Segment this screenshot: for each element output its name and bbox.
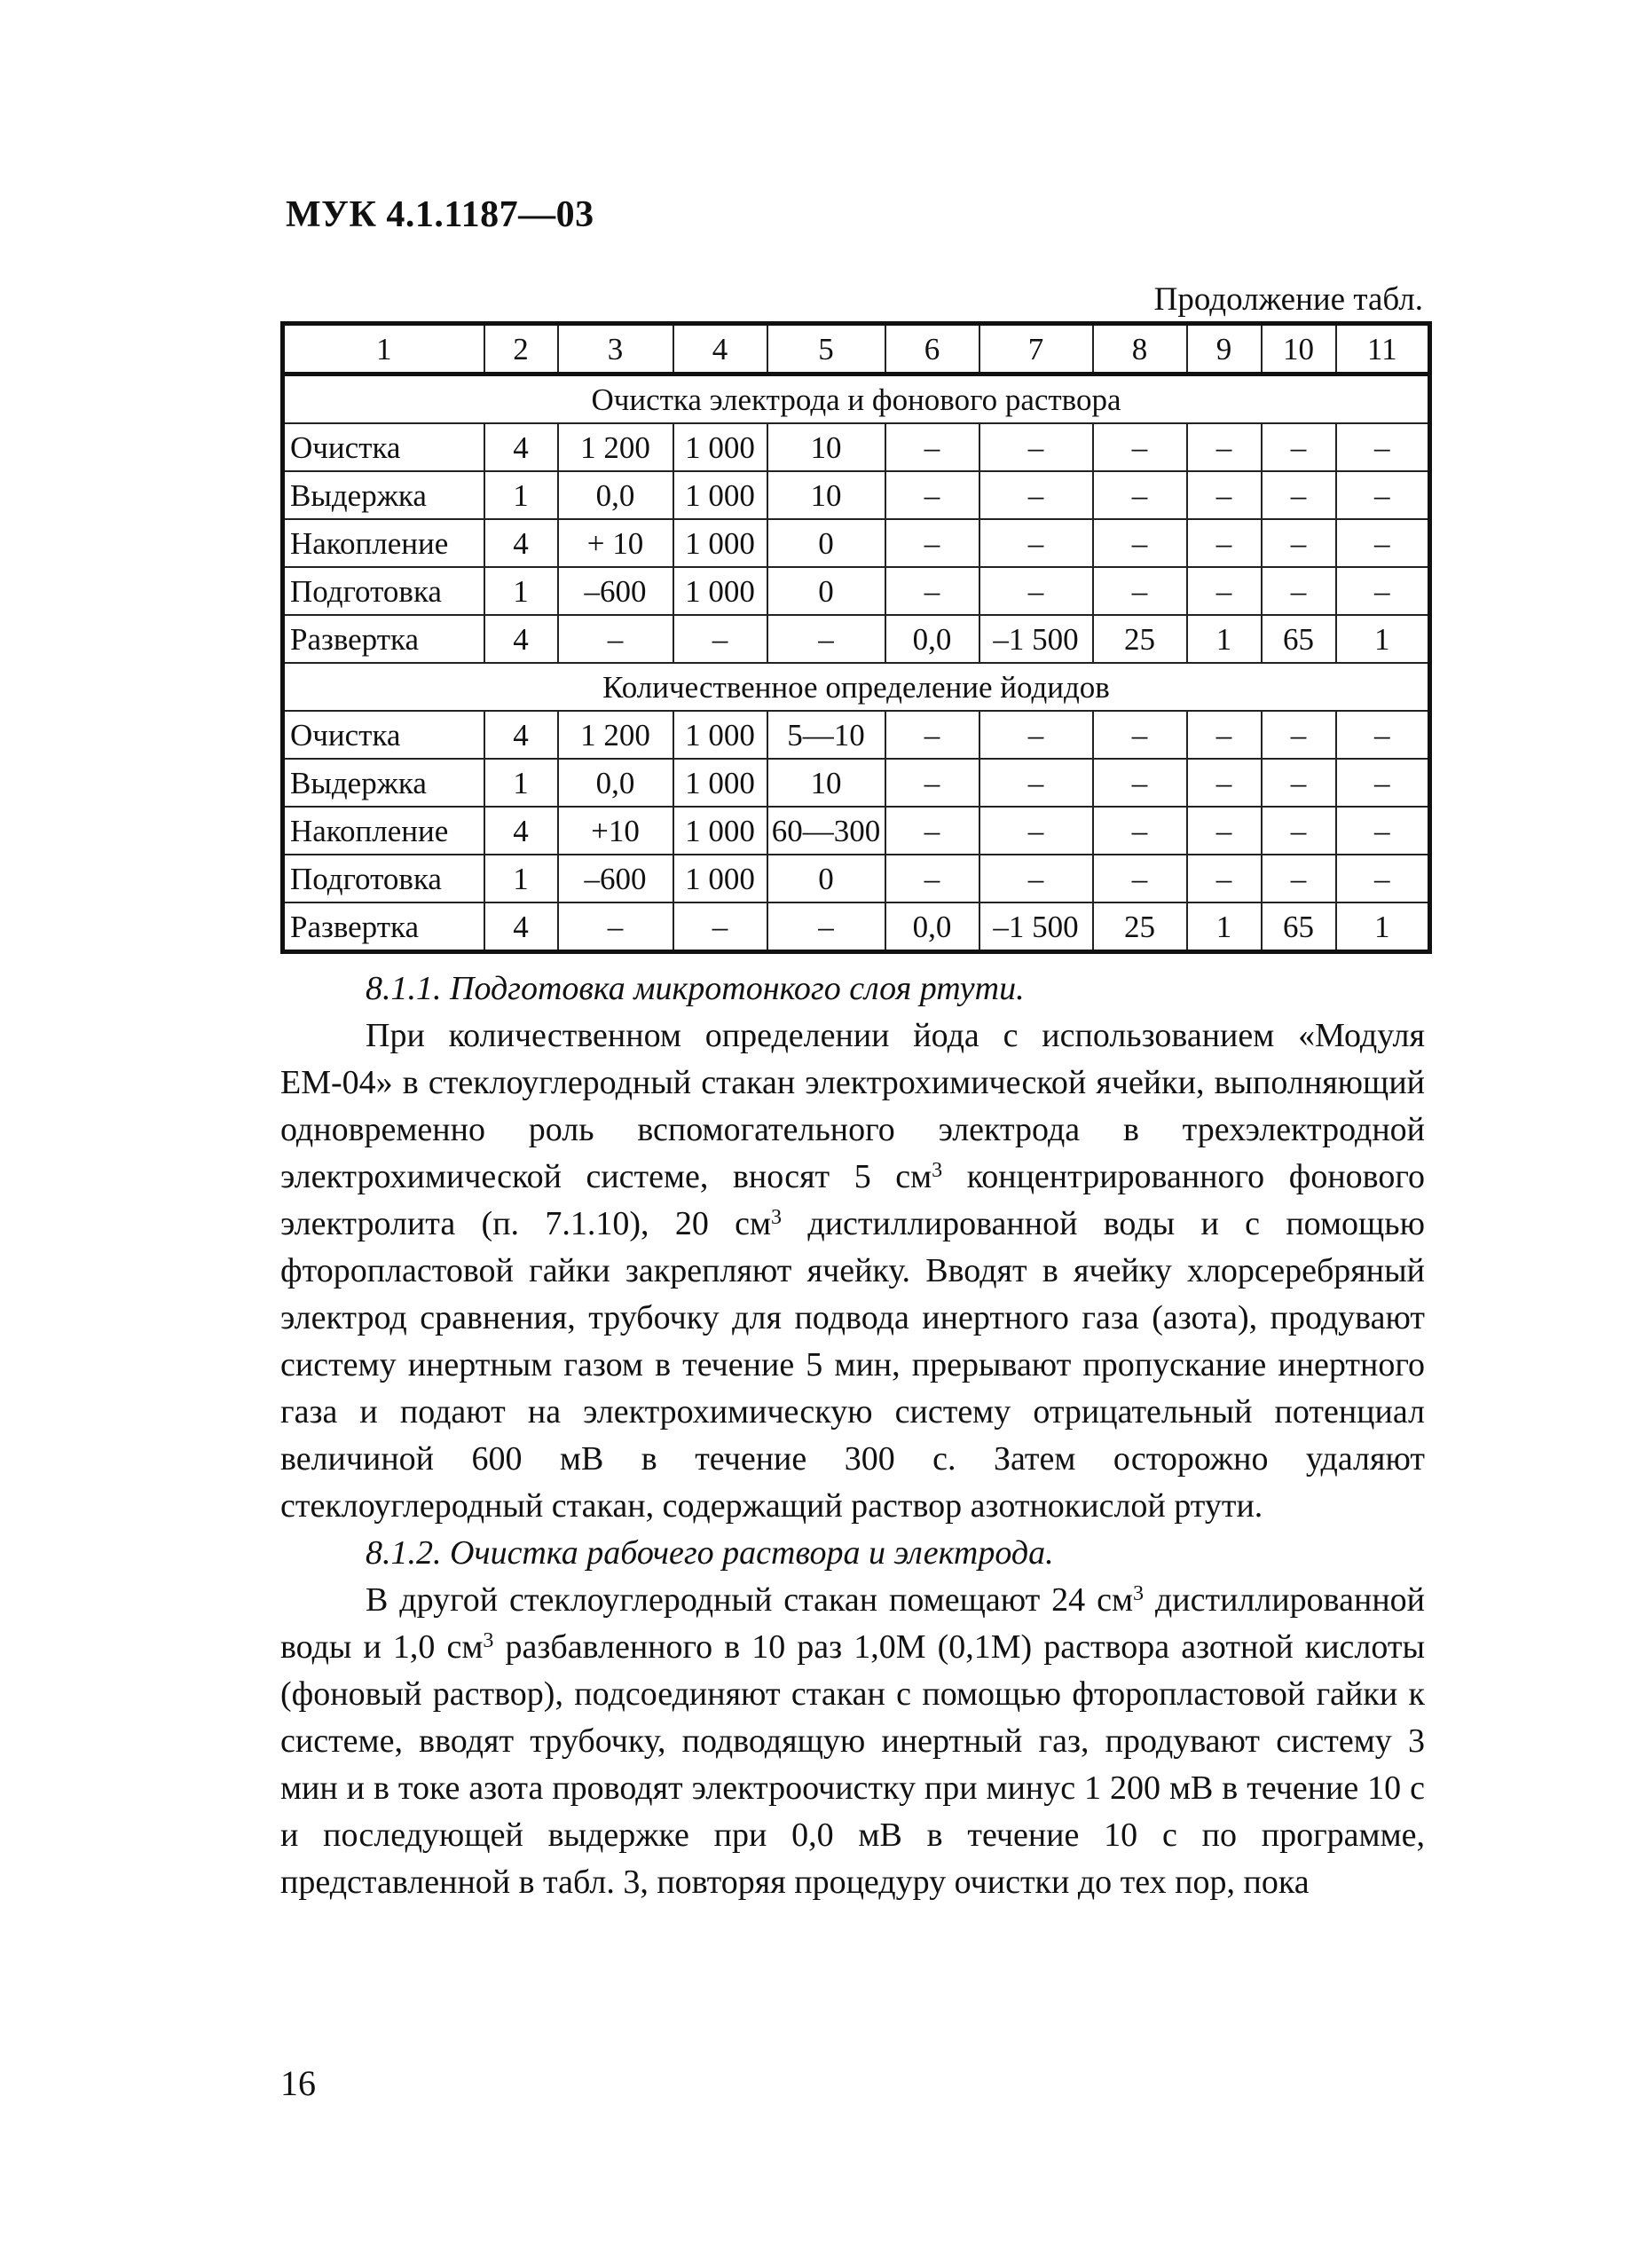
- table-cell: 0,0: [885, 615, 979, 663]
- table-cell: –: [885, 567, 979, 615]
- table-row: [283, 807, 1430, 855]
- table-cell: 1: [1187, 615, 1262, 663]
- row-name-cell: Выдержка: [283, 471, 484, 519]
- table-cell: 0,0: [558, 759, 673, 807]
- table-cell: –: [1093, 567, 1187, 615]
- table-cell: –: [885, 759, 979, 807]
- table-cell: –: [1093, 423, 1187, 471]
- table-cell: –: [979, 567, 1093, 615]
- paragraph-part: При количественном определении йода с использованием «Модуля ЕМ-04» в стеклоуглеродный стакан электрохимической ячейки, выполняющий одновременно роль вспомогательного электрода в трехэлектродной электрохимической системе, вносят 5 см: [280, 1017, 1425, 1195]
- table-cell: –: [1262, 567, 1336, 615]
- table-cell: 1: [484, 567, 558, 615]
- table-row: [283, 423, 1430, 471]
- table-cell: –: [1262, 759, 1336, 807]
- table-cell: 0: [767, 567, 885, 615]
- table-cell: –: [1187, 423, 1262, 471]
- table-cell: 65: [1262, 902, 1336, 952]
- table-cell: –: [1336, 711, 1430, 759]
- table-row: [283, 471, 1430, 519]
- section-row: [283, 663, 1430, 711]
- section-heading-8-1-1: 8.1.1. Подготовка микротонкого слоя ртути.: [366, 970, 1025, 1007]
- table-cell: 10: [767, 423, 885, 471]
- table-cell: –: [1262, 711, 1336, 759]
- table-row: [283, 711, 1430, 759]
- table-cell: –: [767, 902, 885, 952]
- table-cell: –: [1262, 855, 1336, 902]
- table-cell: –: [1093, 519, 1187, 567]
- table-cell: –: [885, 519, 979, 567]
- table-row: [283, 519, 1430, 567]
- table-cell: 1: [484, 855, 558, 902]
- row-name-cell: Подготовка: [283, 567, 484, 615]
- table-cell: + 10: [558, 519, 673, 567]
- table-cell: 1 200: [558, 711, 673, 759]
- table-cell: 1 000: [673, 759, 767, 807]
- table-cell: –: [885, 807, 979, 855]
- table-cell: 1: [484, 759, 558, 807]
- table-cell: –: [885, 711, 979, 759]
- table-cell: –: [1187, 807, 1262, 855]
- row-name-cell: Накопление: [283, 519, 484, 567]
- superscript: 3: [932, 1159, 943, 1182]
- table-cell: 4: [484, 423, 558, 471]
- table-cell: –: [885, 471, 979, 519]
- table-cell: –: [558, 902, 673, 952]
- table-cell: –: [979, 807, 1093, 855]
- table-cell: –: [979, 423, 1093, 471]
- table-cell: 1 000: [673, 471, 767, 519]
- table-cell: 1: [1336, 902, 1430, 952]
- row-name-cell: Выдержка: [283, 759, 484, 807]
- table-cell: 1: [484, 471, 558, 519]
- table-cell: –: [1187, 711, 1262, 759]
- paragraph-8-1-1: [280, 1013, 1425, 1530]
- table-cell: 4: [484, 519, 558, 567]
- table-cell: 1 000: [673, 423, 767, 471]
- table-cell: 0,0: [885, 902, 979, 952]
- section-row: [283, 374, 1430, 424]
- column-number-cell: 5: [767, 324, 885, 374]
- superscript: 3: [771, 1206, 783, 1229]
- column-number-cell: 11: [1336, 324, 1430, 374]
- section-heading-8-1-2: 8.1.2. Очистка рабочего раствора и электрода.: [366, 1534, 1054, 1572]
- column-number-cell: 1: [283, 324, 484, 374]
- table-header: [283, 324, 1430, 374]
- paragraph-part: В другой стеклоуглеродный стакан помещают 24 см: [366, 1581, 1133, 1619]
- table-cell: –1 500: [979, 615, 1093, 663]
- row-name-cell: Накопление: [283, 807, 484, 855]
- column-number-cell: 3: [558, 324, 673, 374]
- table-row: [283, 759, 1430, 807]
- table-cell: –: [1093, 807, 1187, 855]
- table-cell: –: [673, 902, 767, 952]
- table-cell: –: [1187, 567, 1262, 615]
- table-cell: 1: [1187, 902, 1262, 952]
- table-cell: –: [767, 615, 885, 663]
- table-cell: –: [979, 855, 1093, 902]
- row-name-cell: Очистка: [283, 711, 484, 759]
- table-cell: –: [1262, 471, 1336, 519]
- row-name-cell: Развертка: [283, 902, 484, 952]
- table-cell: 1 000: [673, 855, 767, 902]
- table-cell: –: [1262, 519, 1336, 567]
- column-number-cell: 9: [1187, 324, 1262, 374]
- table-cell: –: [979, 759, 1093, 807]
- table-cell: –: [1336, 519, 1430, 567]
- table-cell: –: [885, 423, 979, 471]
- table-cell: 4: [484, 615, 558, 663]
- table-row: [283, 567, 1430, 615]
- table-row: [283, 855, 1430, 902]
- table-cell: 1 200: [558, 423, 673, 471]
- column-number-cell: 4: [673, 324, 767, 374]
- table-cell: –: [1262, 807, 1336, 855]
- table-cell: 1 000: [673, 567, 767, 615]
- table-cell: –: [1336, 567, 1430, 615]
- column-number-cell: 7: [979, 324, 1093, 374]
- table-cell: 10: [767, 471, 885, 519]
- table-cell: –600: [558, 855, 673, 902]
- parameters-table: [280, 321, 1432, 954]
- table-cell: 1 000: [673, 711, 767, 759]
- table-cell: –: [1187, 471, 1262, 519]
- section-title: Очистка электрода и фонового раствора: [283, 374, 1430, 424]
- paragraph-part: концентрированного фонового электролита (п. 7.1.10), 20 см: [280, 1158, 1425, 1242]
- table-cell: 4: [484, 807, 558, 855]
- table-cell: 1: [1336, 615, 1430, 663]
- table-cell: 0,0: [558, 471, 673, 519]
- paragraph-8-1-2: [280, 1577, 1425, 1906]
- table-cell: 25: [1093, 902, 1187, 952]
- table-cell: 0: [767, 519, 885, 567]
- table-cell: –: [673, 615, 767, 663]
- column-number-cell: 2: [484, 324, 558, 374]
- table-cell: 1 000: [673, 807, 767, 855]
- table-cell: –: [1187, 855, 1262, 902]
- table-cell: –: [1336, 807, 1430, 855]
- superscript: 3: [1133, 1582, 1144, 1605]
- paragraph-part: дистиллированной воды и 1,0 см: [280, 1581, 1425, 1666]
- table-cell: 0: [767, 855, 885, 902]
- table-cell: –: [1093, 759, 1187, 807]
- table-cell: –: [1093, 471, 1187, 519]
- table-cell: –: [1093, 855, 1187, 902]
- table-cell: –1 500: [979, 902, 1093, 952]
- row-name-cell: Подготовка: [283, 855, 484, 902]
- table-cell: 4: [484, 711, 558, 759]
- table-cell: 5—10: [767, 711, 885, 759]
- paragraph-part: разбавленного в 10 раз 1,0М (0,1М) раствора азотной кислоты (фоновый раствор), подсоединяют стакан с помощью фторопластовой гайки к системе, вводят трубочку, подводящую инертный газ, продувают систему 3 мин и в токе азота проводят электроочистку при минус 1 200 мВ в течение 10 с и последующей выдержке при 0,0 мВ в течение 10 с по программе, представленной в табл. 3, повторяя процедуру очистки до тех пор, пока: [280, 1628, 1426, 1901]
- table-cell: 25: [1093, 615, 1187, 663]
- table-cell: –: [1336, 855, 1430, 902]
- table-row: [283, 615, 1430, 663]
- table-caption: Продолжение табл.: [1153, 281, 1423, 318]
- table-cell: –: [1336, 471, 1430, 519]
- row-name-cell: Очистка: [283, 423, 484, 471]
- column-number-cell: 6: [885, 324, 979, 374]
- table-cell: 1 000: [673, 519, 767, 567]
- table-cell: 4: [484, 902, 558, 952]
- column-number-row: [283, 324, 1430, 374]
- table-cell: –: [1187, 519, 1262, 567]
- table-cell: –: [558, 615, 673, 663]
- table-row: [283, 902, 1430, 952]
- superscript: 3: [483, 1629, 494, 1652]
- table-cell: –: [1093, 711, 1187, 759]
- table-cell: 10: [767, 759, 885, 807]
- table-cell: 65: [1262, 615, 1336, 663]
- table-cell: –: [979, 711, 1093, 759]
- document-code: МУК 4.1.1187—03: [286, 194, 594, 235]
- table-cell: –: [979, 519, 1093, 567]
- table-cell: –600: [558, 567, 673, 615]
- paragraph-part: дистиллированной воды и с помощью фторопластовой гайки закрепляют ячейку. Вводят в ячейку хлорсеребряный электрод сравнения, трубочку для подвода инертного газа (азота), продувают систему инертным газом в течение 5 мин, прерывают пропускание инертного газа и подают на электрохимическую систему отрицательный потенциал величиной 600 мВ в течение 300 с. Затем осторожно удаляют стеклоуглеродный стакан, содержащий раствор азотнокислой ртути.: [280, 1205, 1425, 1525]
- table-cell: –: [1336, 759, 1430, 807]
- column-number-cell: 8: [1093, 324, 1187, 374]
- table-cell: –: [885, 855, 979, 902]
- table-cell: –: [979, 471, 1093, 519]
- section-title: Количественное определение йодидов: [283, 663, 1430, 711]
- table-cell: –: [1262, 423, 1336, 471]
- body-text: [280, 965, 1425, 1906]
- table-cell: +10: [558, 807, 673, 855]
- table-body: [283, 374, 1430, 952]
- table-cell: –: [1187, 759, 1262, 807]
- page-number: 16: [280, 2063, 316, 2103]
- row-name-cell: Развертка: [283, 615, 484, 663]
- column-number-cell: 10: [1262, 324, 1336, 374]
- table-cell: –: [1336, 423, 1430, 471]
- table-cell: 60—300: [767, 807, 885, 855]
